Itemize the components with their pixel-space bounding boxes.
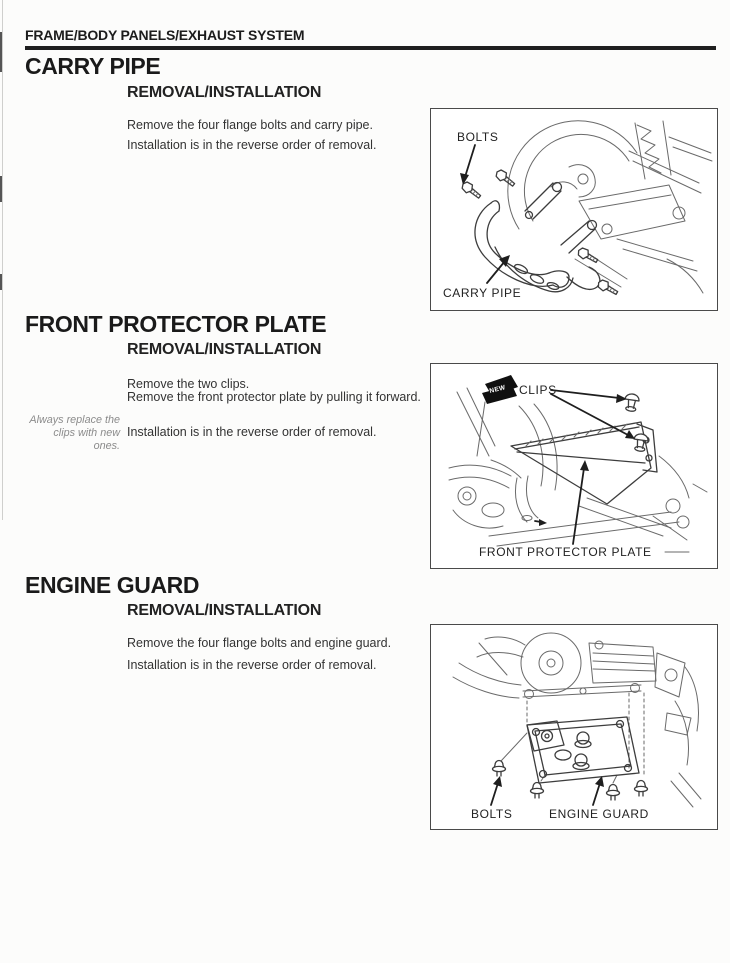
flange-bolt-icon (460, 168, 619, 297)
scan-edge-mark (0, 176, 2, 202)
header-divider (25, 46, 716, 50)
paragraph: Remove the four flange bolts and engine guard. (127, 635, 392, 650)
figure-engine-guard (430, 624, 718, 830)
subsection-title-removal-installation: REMOVAL/INSTALLATION (127, 602, 322, 619)
scan-edge-line (2, 0, 3, 520)
rear-frame-drawing (508, 121, 712, 293)
figure-carry-pipe (430, 108, 718, 311)
front-frame-drawing (449, 388, 707, 546)
engine-guard-drawing (527, 717, 639, 783)
section-title-front-protector-plate: FRONT PROTECTOR PLATE (25, 311, 327, 337)
subsection-title-removal-installation: REMOVAL/INSTALLATION (127, 84, 322, 101)
scan-edge-mark (0, 274, 2, 290)
margin-note: Always replace the clips with new ones. (29, 414, 120, 452)
paragraph: Remove the front protector plate by pulling it forward. (127, 389, 421, 404)
clips-arrow (551, 390, 619, 398)
figure-front-protector-plate (430, 363, 718, 569)
carry-pipe-label: CARRY PIPE (443, 286, 522, 300)
bolts-arrow (491, 783, 498, 805)
clips-label: CLIPS (519, 383, 557, 397)
bolts-label: BOLTS (471, 807, 513, 821)
bolts-label: BOLTS (457, 130, 499, 144)
section-title-engine-guard: ENGINE GUARD (25, 572, 200, 598)
plate-arrow (573, 468, 584, 544)
clips-arrowhead (616, 394, 627, 403)
paragraph: Remove the four flange bolts and carry pipe. (127, 117, 373, 132)
engine-bottom-drawing (453, 633, 701, 807)
paragraph: Remove the two clips. (127, 376, 250, 391)
bolts-arrowhead (493, 776, 502, 787)
subsection-title-removal-installation: REMOVAL/INSTALLATION (127, 341, 322, 358)
bolts-arrow (465, 145, 475, 177)
paragraph: Installation is in the reverse order of removal. (127, 657, 377, 672)
new-badge-icon (482, 375, 518, 404)
plate-arrowhead (580, 460, 589, 471)
svg-text:NEW: NEW (488, 384, 507, 395)
paragraph: Installation is in the reverse order of removal. (127, 424, 377, 439)
paragraph: Installation is in the reverse order of removal. (127, 137, 377, 152)
scan-edge-mark (0, 32, 2, 72)
engine-guard-label: ENGINE GUARD (549, 807, 649, 821)
engine-guard-arrow (593, 783, 600, 805)
section-title-carry-pipe: CARRY PIPE (25, 53, 161, 79)
page-header: FRAME/BODY PANELS/EXHAUST SYSTEM (25, 27, 305, 43)
front-protector-plate-label: FRONT PROTECTOR PLATE (479, 545, 652, 559)
